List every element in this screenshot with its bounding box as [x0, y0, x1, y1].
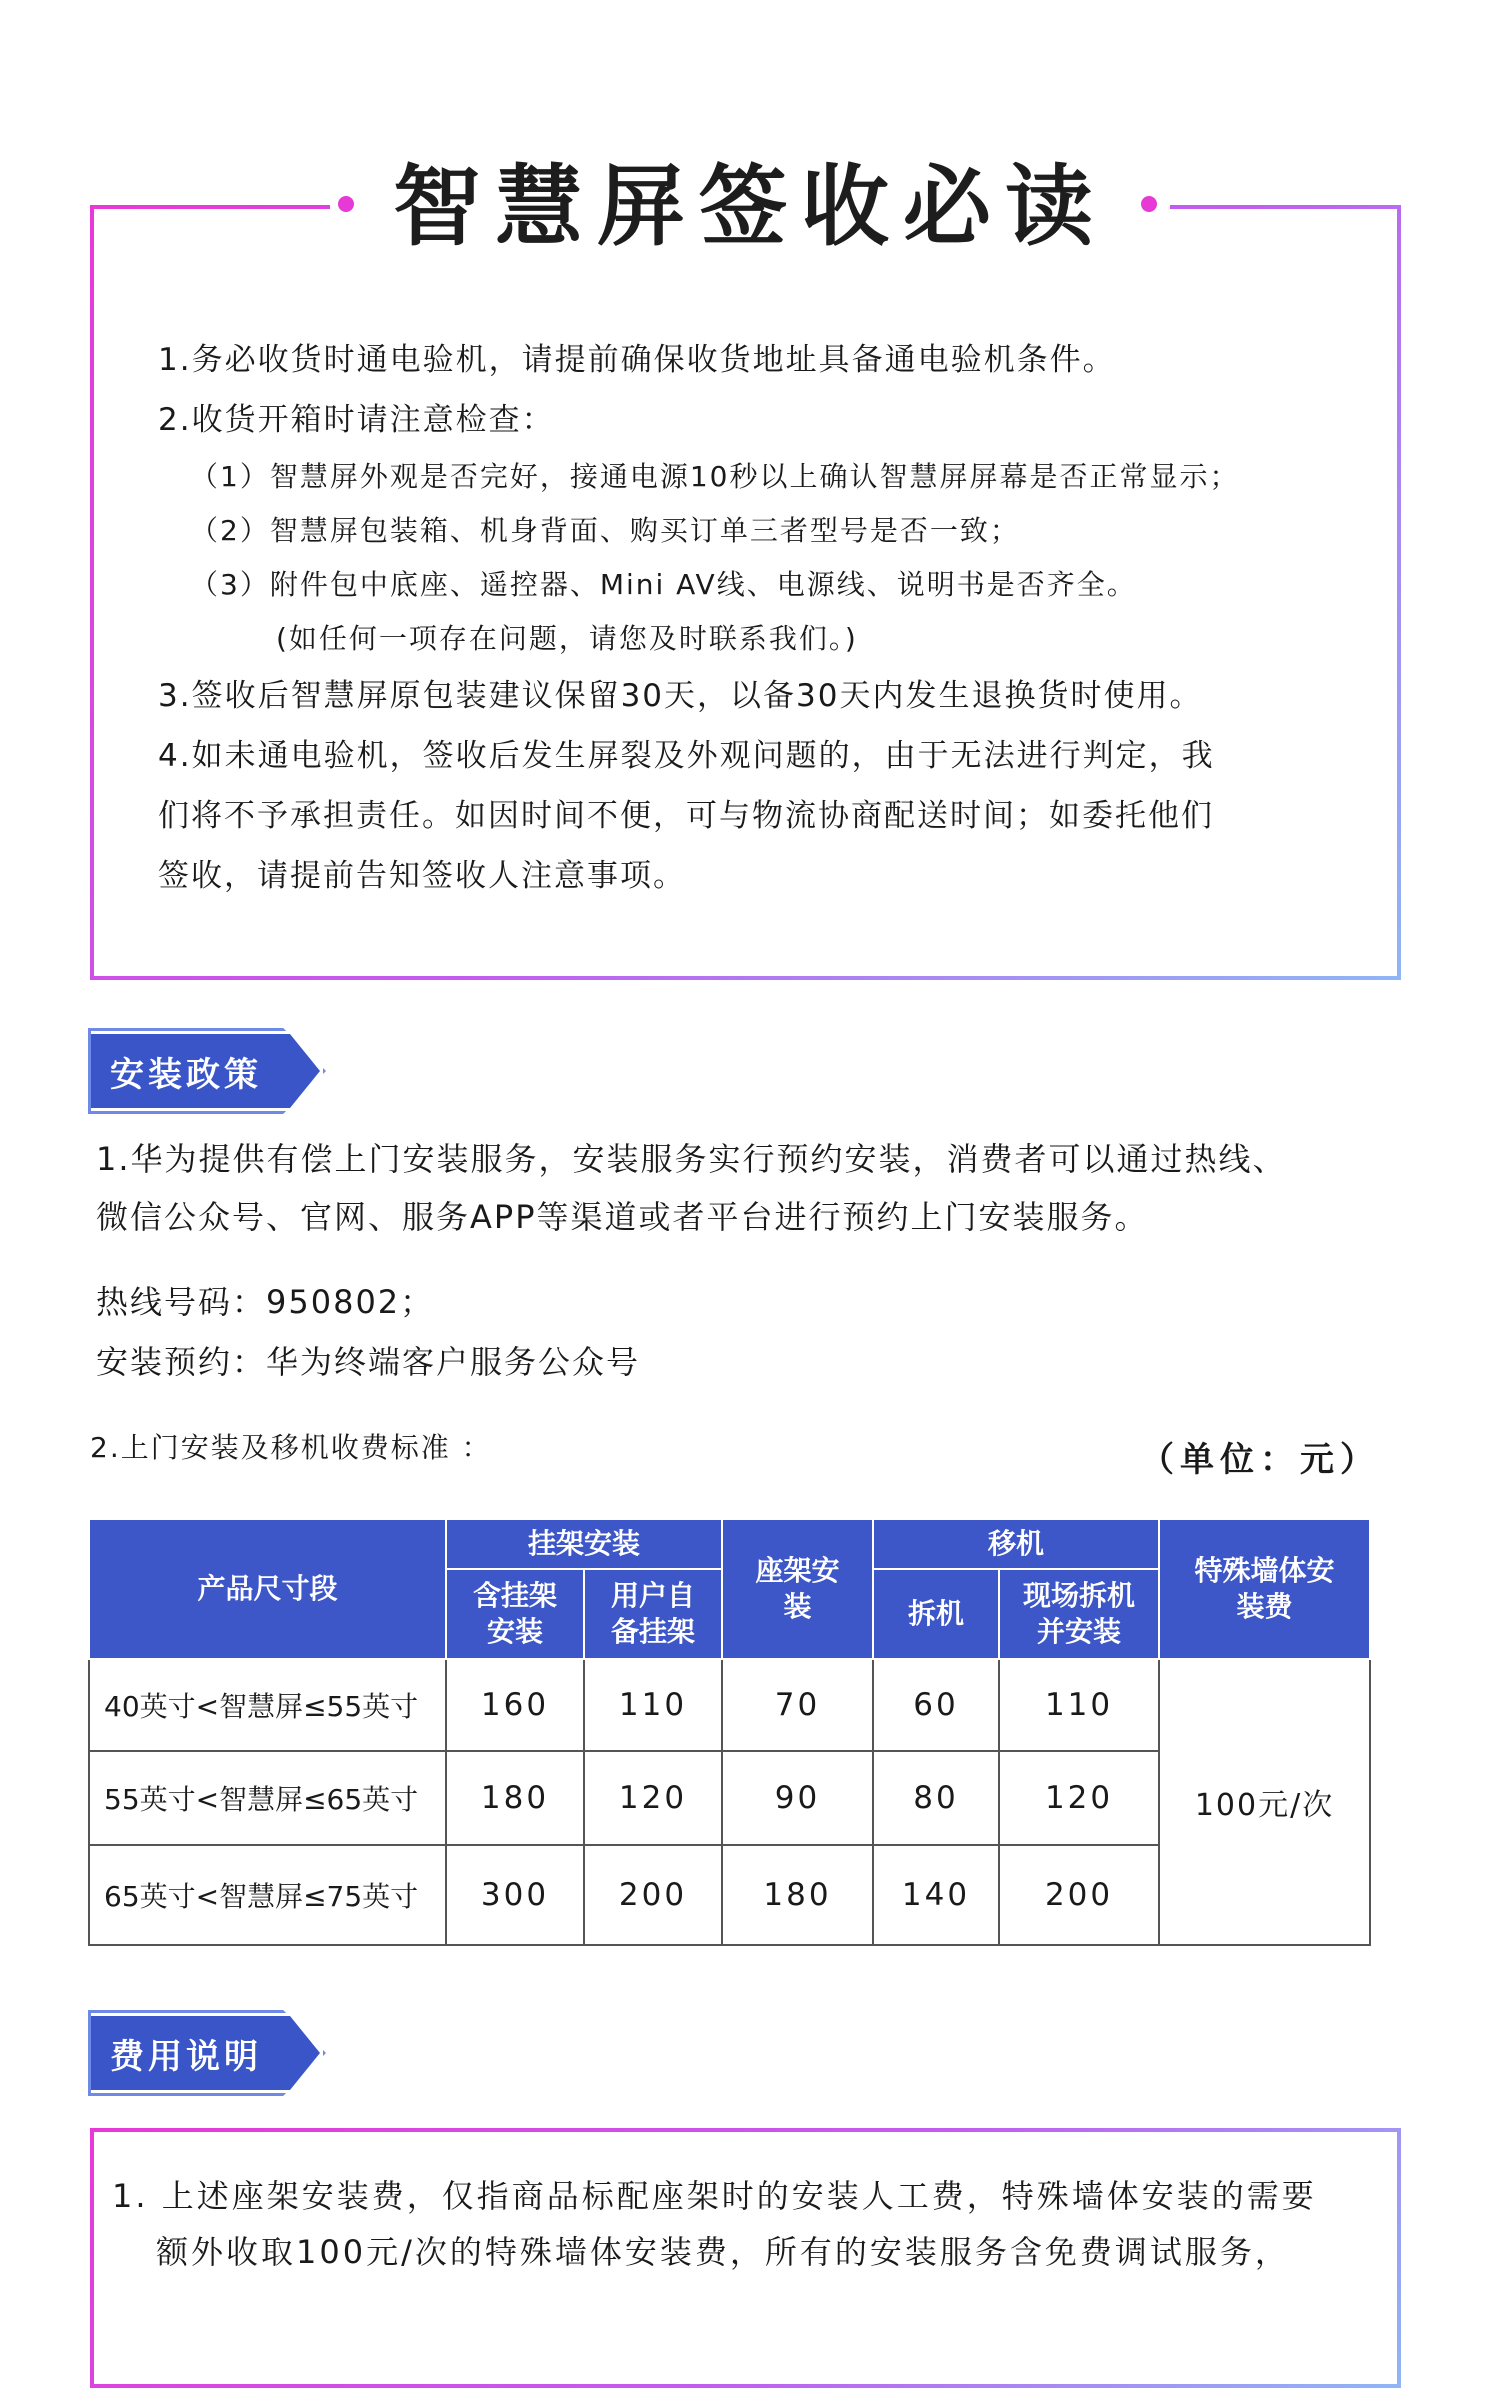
header-bracket-own: 用户自备挂架	[584, 1569, 722, 1659]
header-reinstall: 现场拆机并安装	[999, 1569, 1159, 1659]
header-dismantle: 拆机	[873, 1569, 999, 1659]
cell-size: 55英寸<智慧屏≤65英寸	[89, 1751, 446, 1845]
fee-explanation-line-2: 额外收取100元/次的特殊墙体安装费，所有的安装服务含免费调试服务，	[156, 2233, 1290, 2271]
tag-arrow-icon	[290, 1034, 320, 1108]
cell-bracket-own: 200	[584, 1845, 722, 1945]
cell-bracket-included: 160	[446, 1659, 584, 1751]
cell-bracket-own: 120	[584, 1751, 722, 1845]
cell-reinstall: 110	[999, 1659, 1159, 1751]
notice-item-1: 1.务必收货时通电验机，请提前确保收货地址具备通电验机条件。	[158, 342, 1116, 378]
notice-check-1: （1）智慧屏外观是否完好，接通电源10秒以上确认智慧屏屏幕是否正常显示；	[190, 460, 1240, 493]
fee-table	[88, 1518, 1371, 1946]
cell-reinstall: 120	[999, 1751, 1159, 1845]
cell-reinstall: 200	[999, 1845, 1159, 1945]
header-size: 产品尺寸段	[89, 1519, 446, 1659]
cell-stand: 180	[722, 1845, 873, 1945]
header-bracket-group: 挂架安装	[446, 1519, 722, 1569]
notice-check-note: (如任何一项存在问题，请您及时联系我们。)	[276, 622, 858, 655]
cell-size: 40英寸<智慧屏≤55英寸	[89, 1659, 446, 1751]
tag-arrow-icon	[290, 2016, 320, 2090]
notice-check-2: （2）智慧屏包装箱、机身背面、购买订单三者型号是否一致；	[190, 514, 1020, 547]
title-dot-right-icon	[1141, 196, 1157, 212]
notice-title: 智慧屏签收必读	[392, 154, 1107, 258]
notice-item-2: 2.收货开箱时请注意检查：	[158, 402, 555, 438]
header-move-group: 移机	[873, 1519, 1159, 1569]
header-special-wall: 特殊墙体安装费	[1159, 1519, 1370, 1659]
cell-stand: 90	[722, 1751, 873, 1845]
cell-dismantle: 80	[873, 1751, 999, 1845]
fee-explanation-tag	[88, 2016, 320, 2090]
notice-item-3: 3.签收后智慧屏原包装建议保留30天，以备30天内发生退换货时使用。	[158, 678, 1203, 714]
notice-item-4-line-3: 签收，请提前告知签收人注意事项。	[158, 858, 686, 894]
notice-item-4-line-2: 们将不予承担责任。如因时间不便，可与物流协商配送时间；如委托他们	[158, 798, 1214, 834]
cell-size: 65英寸<智慧屏≤75英寸	[89, 1845, 446, 1945]
header-stand: 座架安装	[722, 1519, 873, 1659]
install-appointment: 安装预约：华为终端客户服务公众号	[96, 1343, 641, 1381]
fee-explanation-line-1: 1. 上述座架安装费，仅指商品标配座架时的安装人工费，特殊墙体安装的需要	[112, 2177, 1317, 2215]
notice-check-3: （3）附件包中底座、遥控器、Mini AV线、电源线、说明书是否齐全。	[190, 568, 1137, 601]
notice-item-4-line-1: 4.如未通电验机，签收后发生屏裂及外观问题的，由于无法进行判定，我	[158, 738, 1215, 774]
unit-label: （单位：元）	[1140, 1440, 1380, 1480]
install-policy-line-2: 微信公众号、官网、服务APP等渠道或者平台进行预约上门安装服务。	[96, 1198, 1149, 1236]
cell-bracket-included: 300	[446, 1845, 584, 1945]
fee-explanation-tag-label: 费用说明	[88, 2016, 290, 2090]
notice-body	[158, 330, 1358, 906]
cell-stand: 70	[722, 1659, 873, 1751]
table-row	[89, 1659, 1370, 1751]
cell-bracket-own: 110	[584, 1659, 722, 1751]
install-policy-text	[96, 1130, 1436, 1246]
cell-dismantle: 60	[873, 1659, 999, 1751]
install-policy-tag	[88, 1034, 320, 1108]
header-bracket-included: 含挂架安装	[446, 1569, 584, 1659]
title-dot-left-icon	[338, 196, 354, 212]
cell-special-wall-fee: 100元/次	[1159, 1659, 1370, 1945]
notice-title-wrap	[330, 140, 1170, 260]
hotline-number: 热线号码：950802；	[96, 1283, 435, 1321]
hotline-block	[96, 1272, 640, 1392]
cell-dismantle: 140	[873, 1845, 999, 1945]
cell-bracket-included: 180	[446, 1751, 584, 1845]
install-policy-line-1: 1.华为提供有偿上门安装服务，安装服务实行预约安装，消费者可以通过热线、	[96, 1140, 1287, 1178]
fee-standard-heading: 2.上门安装及移机收费标准 ：	[90, 1431, 492, 1464]
install-policy-tag-label: 安装政策	[88, 1034, 290, 1108]
fee-explanation-text	[112, 2168, 1392, 2280]
